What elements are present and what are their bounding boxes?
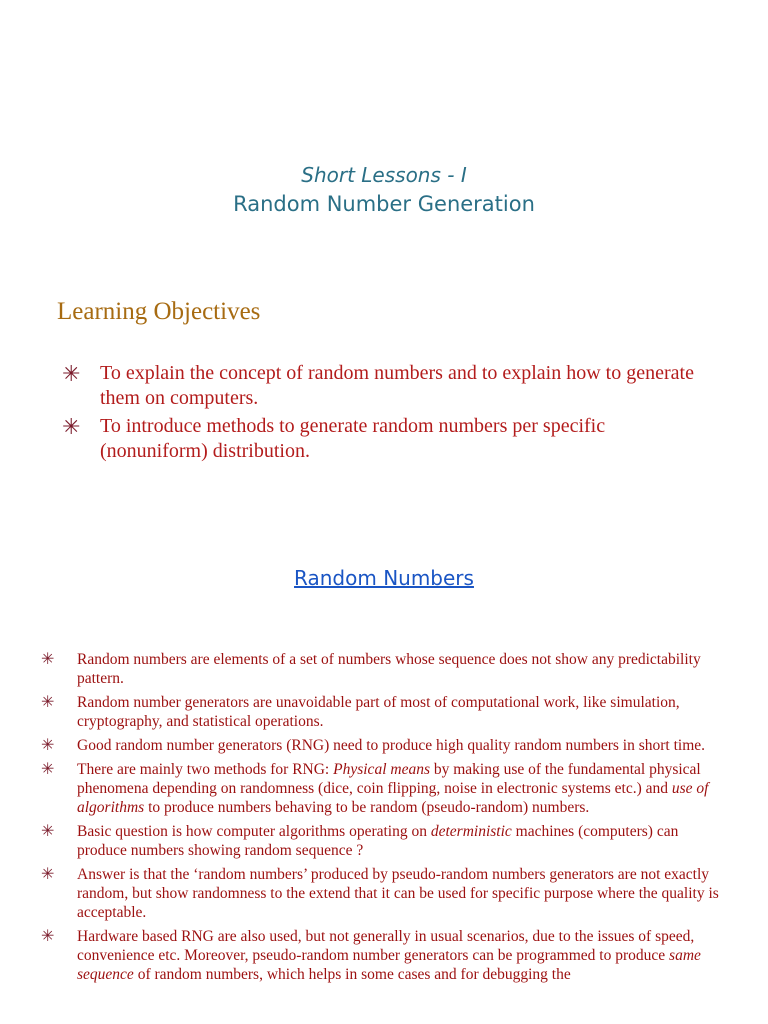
asterisk-bullet-icon: ✳ — [41, 761, 55, 778]
title-block — [0, 160, 768, 218]
objectives-heading: Learning Objectives — [57, 298, 261, 325]
objective-text: To explain the concept of random numbers and to explain how to generate them on computers. — [100, 362, 694, 409]
asterisk-bullet-icon: ✳ — [62, 361, 81, 386]
bullet-item — [41, 927, 731, 984]
asterisk-bullet-icon: ✳ — [41, 823, 55, 840]
text-run: machines (computers) can produce numbers showing random sequence ? — [77, 823, 679, 859]
asterisk-bullet-icon: ✳ — [41, 928, 55, 945]
emphasis-text: Physical means — [333, 761, 430, 778]
page-title: Random Number Generation — [233, 192, 535, 216]
text-run: Basic question is how computer algorithms operating on — [77, 823, 431, 840]
asterisk-bullet-icon: ✳ — [41, 694, 55, 711]
bullet-item — [41, 822, 731, 860]
emphasis-text: deterministic — [430, 823, 512, 840]
section-heading — [0, 563, 768, 593]
objective-item — [62, 361, 702, 411]
bullet-item — [41, 736, 731, 755]
asterisk-bullet-icon: ✳ — [41, 737, 55, 754]
objectives-list — [62, 361, 702, 467]
bullet-text — [77, 928, 701, 983]
asterisk-bullet-icon: ✳ — [41, 651, 55, 668]
text-run: Hardware based RNG are also used, but not generally in usual scenarios, due to the issues of speed, convenience etc. Moreover, pseudo-random number generators can be programmed to produce — [77, 928, 695, 964]
asterisk-bullet-icon: ✳ — [41, 866, 55, 883]
bullet-item — [41, 760, 731, 817]
bullet-text — [77, 761, 708, 816]
random-numbers-link[interactable]: Random Numbers — [294, 566, 474, 590]
text-run: of random numbers, which helps in some cases and for debugging the — [133, 966, 571, 983]
asterisk-bullet-icon: ✳ — [62, 414, 81, 439]
emphasis-text: use of algorithms — [77, 780, 709, 816]
bullet-list — [41, 650, 731, 989]
objective-item — [62, 414, 702, 464]
bullet-text — [77, 823, 678, 859]
text-run: There are mainly two methods for RNG: — [77, 761, 334, 778]
bullet-item — [41, 650, 731, 688]
bullet-text: Random numbers are elements of a set of numbers whose sequence does not show any predictability pattern. — [77, 651, 701, 687]
bullet-text: Answer is that the ‘random numbers’ produced by pseudo-random numbers generators are not exactly random, but show randomness to the extend that it can be used for specific purpose where the quality is acceptable. — [77, 866, 719, 921]
bullet-text: Random number generators are unavoidable part of most of computational work, like simulation, cryptography, and statistical operations. — [77, 694, 680, 730]
emphasis-text: same sequence — [77, 947, 701, 983]
bullet-item — [41, 865, 731, 922]
text-run: to produce numbers behaving to be random (pseudo-random) numbers. — [144, 799, 590, 816]
bullet-text: Good random number generators (RNG) need to produce high quality random numbers in short time. — [77, 737, 706, 754]
objective-text: To introduce methods to generate random numbers per specific (nonuniform) distribution. — [100, 415, 606, 462]
bullet-item — [41, 693, 731, 731]
lesson-subtitle: Short Lessons - I — [301, 163, 467, 187]
text-run: by making use of the fundamental physical phenomena depending on randomness (dice, coin flipping, noise in electronic systems etc.) and — [77, 761, 701, 797]
